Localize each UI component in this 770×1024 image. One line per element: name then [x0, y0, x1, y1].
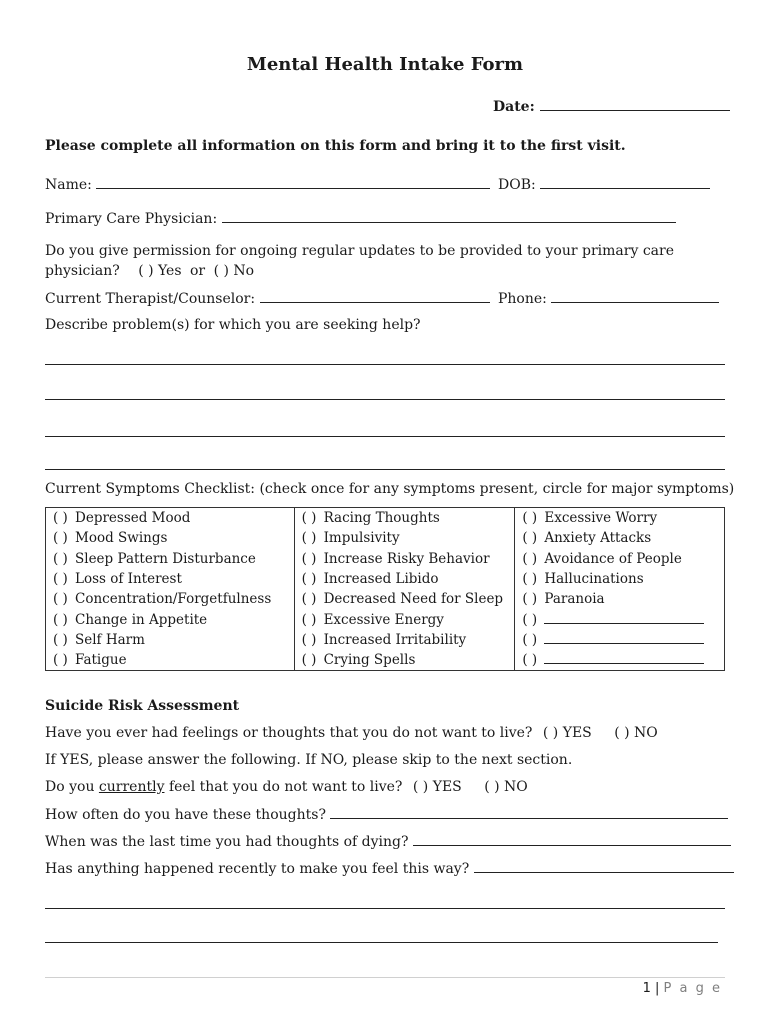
symptom-cell[interactable] — [515, 549, 725, 569]
permission-answer-row — [45, 263, 254, 279]
symptom-cell[interactable] — [46, 650, 295, 671]
symptom-label: Concentration/Forgetfulness — [75, 591, 272, 608]
form-title: Mental Health Intake Form — [246, 54, 524, 75]
checklist-row — [46, 549, 725, 569]
name-input-line[interactable] — [96, 176, 490, 189]
checkbox[interactable]: ( ) — [301, 530, 317, 547]
q2-no-option[interactable]: ( ) NO — [484, 779, 528, 795]
symptom-cell[interactable] — [46, 609, 295, 629]
symptom-cell[interactable] — [46, 528, 295, 548]
q2-text-start: Do you — [45, 779, 95, 795]
q2-text-end: feel that you do not want to live? — [168, 779, 403, 795]
symptom-cell[interactable] — [294, 549, 515, 569]
symptom-cell[interactable] — [515, 589, 725, 609]
symptom-label: Sleep Pattern Disturbance — [75, 550, 256, 567]
symptom-label: Change in Appetite — [75, 611, 208, 628]
pcp-field — [45, 210, 676, 227]
suicide-q1-row — [45, 725, 658, 741]
symptom-label: Depressed Mood — [75, 510, 191, 527]
symptom-cell-other[interactable] — [515, 650, 725, 671]
symptoms-checklist-table — [45, 507, 725, 671]
symptom-cell[interactable] — [515, 508, 725, 529]
permission-yes-option[interactable]: ( ) Yes — [138, 263, 182, 279]
suicide-answer-line[interactable] — [45, 908, 725, 909]
symptom-label: Paranoia — [544, 591, 605, 608]
checkbox[interactable]: ( ) — [301, 571, 317, 588]
checkbox[interactable]: ( ) — [301, 631, 317, 648]
permission-no-option[interactable]: ( ) No — [213, 263, 255, 279]
checkbox[interactable]: ( ) — [53, 550, 68, 567]
footer-divider — [45, 977, 725, 978]
problem-answer-line[interactable] — [45, 436, 725, 437]
q2-yes-option[interactable]: ( ) YES — [412, 779, 462, 795]
checkbox[interactable]: ( ) — [522, 591, 538, 608]
other-symptom-line[interactable] — [544, 631, 704, 644]
symptom-label: Excessive Energy — [323, 611, 444, 628]
suicide-q3-row — [45, 806, 728, 823]
symptom-label: Excessive Worry — [544, 510, 658, 527]
page-footer — [643, 981, 722, 996]
suicide-instruction: If YES, please answer the following. If NO, please skip to the next section. — [45, 752, 573, 768]
checkbox[interactable]: ( ) — [301, 591, 317, 608]
symptom-cell[interactable] — [46, 630, 295, 650]
suicide-q4-row — [45, 833, 731, 850]
symptom-label: Impulsivity — [323, 530, 400, 547]
therapist-field — [45, 290, 490, 307]
symptom-label: Anxiety Attacks — [544, 530, 652, 547]
date-label: Date: — [493, 99, 535, 115]
symptom-label: Racing Thoughts — [323, 510, 440, 527]
symptom-label: Fatigue — [75, 652, 127, 669]
symptom-label: Avoidance of People — [544, 550, 682, 567]
pcp-input-line[interactable] — [222, 210, 676, 223]
pcp-label: Primary Care Physician: — [45, 211, 218, 227]
checklist-row — [46, 630, 725, 650]
symptom-label: Increased Irritability — [323, 631, 467, 648]
symptom-cell[interactable] — [294, 589, 515, 609]
checkbox[interactable]: ( ) — [522, 571, 538, 588]
q3-answer-line[interactable] — [330, 806, 728, 819]
checkbox[interactable]: ( ) — [301, 652, 317, 669]
name-field — [45, 176, 490, 193]
permission-question-end: physician? — [45, 263, 120, 279]
symptom-label: Crying Spells — [323, 652, 416, 669]
symptom-cell[interactable] — [294, 609, 515, 629]
symptom-cell[interactable] — [294, 630, 515, 650]
checkbox[interactable]: ( ) — [53, 571, 68, 588]
checklist-heading: Current Symptoms Checklist: (check once for any symptoms present, circle for major symptoms) — [45, 481, 735, 497]
date-field — [493, 98, 730, 115]
dob-field — [498, 176, 710, 193]
problem-label: Describe problem(s) for which you are seeking help? — [45, 317, 421, 333]
checkbox[interactable]: ( ) — [53, 652, 68, 669]
problem-answer-line[interactable] — [45, 469, 725, 470]
checkbox[interactable]: ( ) — [301, 611, 317, 628]
symptom-label: Hallucinations — [544, 571, 644, 588]
checkbox[interactable]: ( ) — [301, 550, 317, 567]
checkbox[interactable]: ( ) — [301, 510, 317, 527]
permission-question: Do you give permission for ongoing regular updates to be provided to your primary care — [45, 243, 674, 259]
checkbox[interactable]: ( ) — [53, 631, 68, 648]
page-number: 1 — [642, 981, 651, 996]
symptom-label: Mood Swings — [75, 530, 168, 547]
phone-field — [498, 290, 719, 307]
symptom-label: Increase Risky Behavior — [323, 550, 490, 567]
checkbox[interactable]: ( ) — [522, 530, 538, 547]
suicide-q2-row — [45, 779, 528, 795]
checkbox[interactable]: ( ) — [522, 510, 538, 527]
q3-text: How often do you have these thoughts? — [45, 807, 326, 823]
checkbox[interactable]: ( ) — [53, 611, 68, 628]
other-symptom-line[interactable] — [544, 611, 704, 624]
symptom-label: Decreased Need for Sleep — [323, 591, 504, 608]
dob-input-line[interactable] — [540, 176, 710, 189]
checkbox[interactable]: ( ) — [53, 510, 68, 527]
checklist-row — [46, 528, 725, 548]
suicide-q1-text: Have you ever had feelings or thoughts that you do not want to live? — [45, 725, 533, 741]
q5-text: Has anything happened recently to make you feel this way? — [45, 861, 470, 877]
problem-answer-line[interactable] — [45, 364, 725, 365]
therapist-label: Current Therapist/Counselor: — [45, 291, 256, 307]
checklist-row — [46, 508, 725, 529]
phone-label: Phone: — [498, 291, 547, 307]
checkbox[interactable]: ( ) — [522, 550, 538, 567]
checkbox[interactable]: ( ) — [53, 591, 68, 608]
checkbox[interactable]: ( ) — [53, 530, 68, 547]
checklist-row — [46, 650, 725, 671]
q1-no-option[interactable]: ( ) NO — [614, 725, 658, 741]
symptom-cell[interactable] — [46, 508, 295, 529]
q4-text: When was the last time you had thoughts of dying? — [45, 834, 409, 850]
symptom-label: Increased Libido — [323, 571, 439, 588]
other-symptom-line[interactable] — [544, 651, 704, 664]
name-label: Name: — [45, 177, 92, 193]
symptom-cell[interactable] — [294, 508, 515, 529]
symptom-cell-other[interactable] — [515, 609, 725, 629]
problem-answer-line[interactable] — [45, 399, 725, 400]
symptom-cell[interactable] — [46, 569, 295, 589]
symptom-cell[interactable] — [46, 589, 295, 609]
page-word: P a g e — [663, 981, 722, 996]
dob-label: DOB: — [498, 177, 536, 193]
symptom-label: Self Harm — [75, 631, 145, 648]
instructions-text: Please complete all information on this form and bring it to the first visit. — [45, 138, 626, 154]
symptom-cell[interactable] — [294, 528, 515, 548]
symptom-label: Loss of Interest — [75, 571, 182, 588]
suicide-answer-line[interactable] — [45, 942, 718, 943]
symptom-cell-other[interactable] — [515, 630, 725, 650]
checklist-row — [46, 609, 725, 629]
checklist-row — [46, 589, 725, 609]
q2-emphasis: currently — [98, 779, 165, 795]
checkbox[interactable]: ( ) — [522, 652, 538, 669]
symptom-cell[interactable] — [294, 650, 515, 671]
symptom-cell[interactable] — [46, 549, 295, 569]
suicide-section-heading: Suicide Risk Assessment — [45, 698, 240, 714]
therapist-input-line[interactable] — [260, 290, 490, 303]
q4-answer-line[interactable] — [413, 833, 731, 846]
symptom-cell[interactable] — [294, 569, 515, 589]
q1-yes-option[interactable]: ( ) YES — [542, 725, 592, 741]
page-separator: | — [655, 981, 660, 996]
checkbox[interactable]: ( ) — [522, 631, 538, 648]
checkbox[interactable]: ( ) — [522, 611, 538, 628]
symptom-cell[interactable] — [515, 528, 725, 548]
symptom-cell[interactable] — [515, 569, 725, 589]
date-input-line[interactable] — [540, 98, 730, 111]
permission-or-text: or — [189, 263, 206, 279]
suicide-q5-row — [45, 860, 734, 877]
q5-answer-line[interactable] — [474, 860, 734, 873]
checklist-row — [46, 569, 725, 589]
phone-input-line[interactable] — [551, 290, 719, 303]
